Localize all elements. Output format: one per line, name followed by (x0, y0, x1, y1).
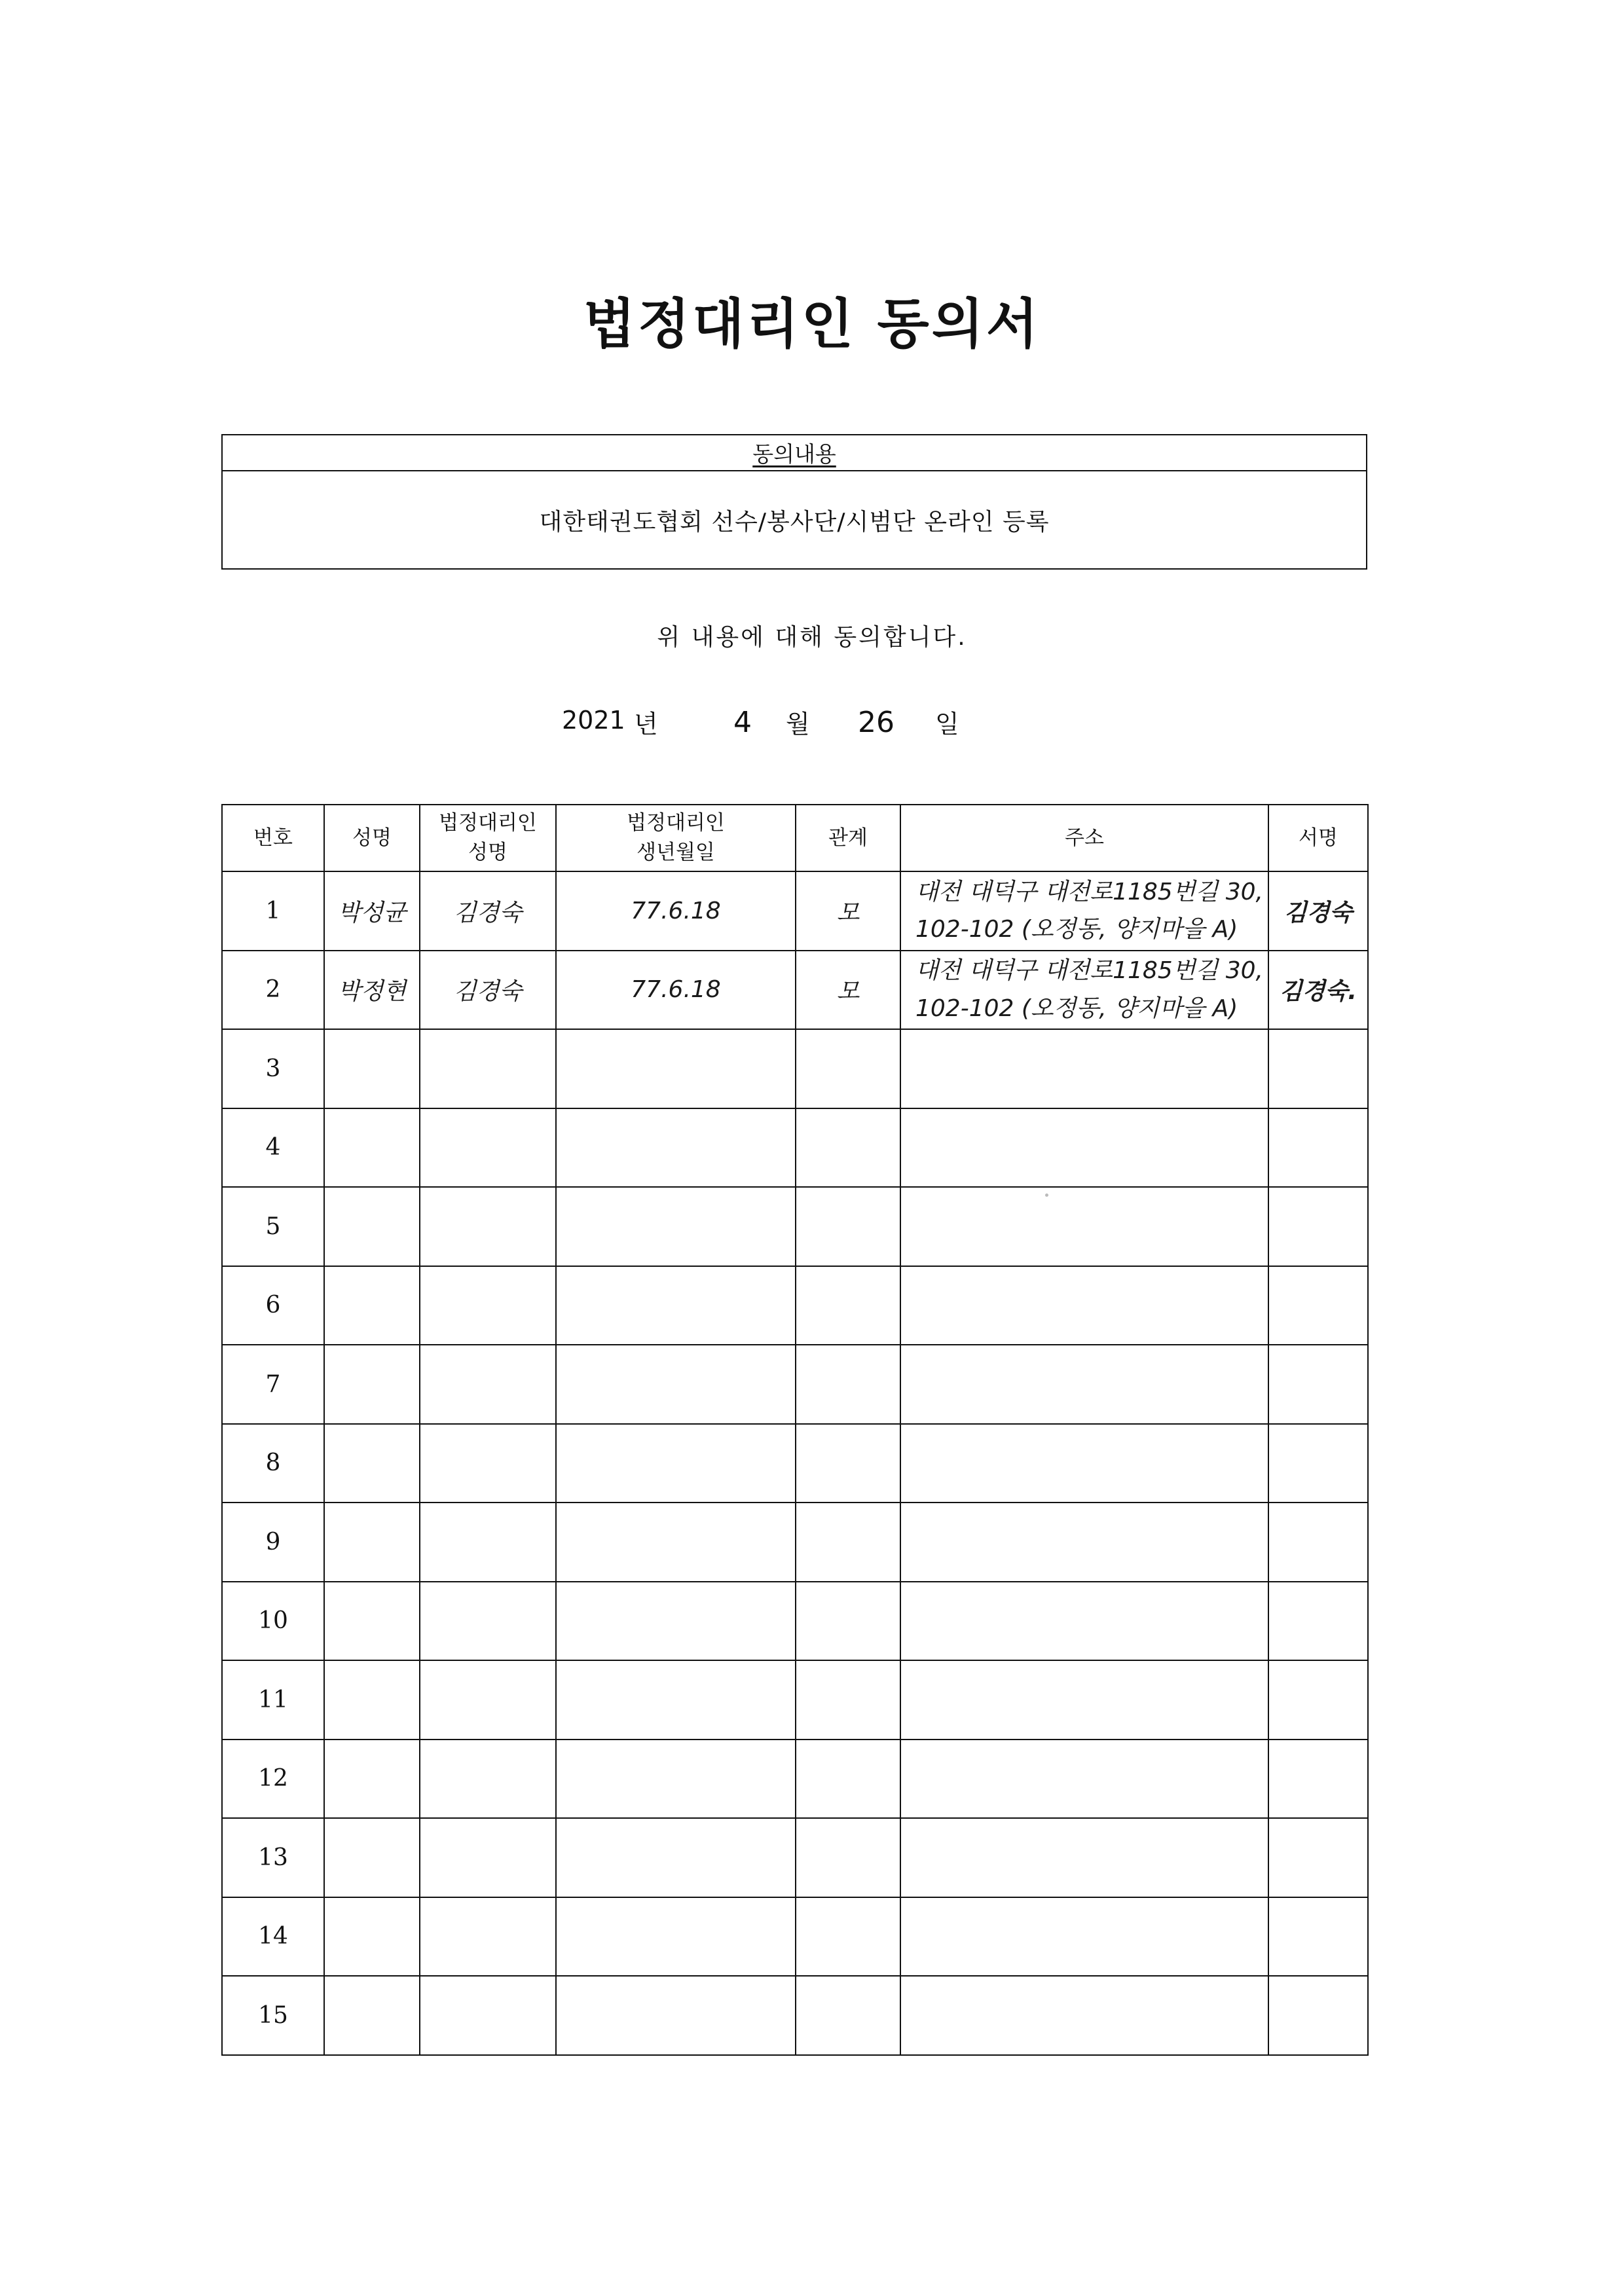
table-row (222, 1897, 1368, 1977)
cell-signature (1268, 1818, 1368, 1897)
cell-guardian-name (420, 1976, 556, 2055)
cell-signature (1268, 1266, 1368, 1345)
cell-no: 2 (222, 951, 324, 1030)
consent-content: 대한태권도협회 선수/봉사단/시범단 온라인 등록 (539, 508, 1050, 536)
table-row (222, 1187, 1368, 1266)
date-month-label: 월 (786, 710, 810, 738)
table-row (222, 1740, 1368, 1819)
table-row (222, 1424, 1368, 1503)
cell-name (324, 1345, 420, 1424)
cell-relation: 모 (796, 871, 900, 951)
cell-address (900, 1266, 1268, 1345)
cell-signature (1268, 1897, 1368, 1977)
cell-relation (796, 1345, 900, 1424)
cell-name (324, 1108, 420, 1188)
cell-no: 1 (222, 871, 324, 951)
table-row (222, 1660, 1368, 1740)
cell-signature (1268, 1424, 1368, 1503)
cell-address: 대전 대덕구 대전로1185번길 30, 102-102 (오정동, 양지마을 A) (900, 951, 1268, 1030)
cell-signature (1268, 1582, 1368, 1661)
cell-address (900, 1660, 1268, 1740)
cell-name (324, 1660, 420, 1740)
cell-address (900, 1187, 1268, 1266)
cell-signature: 김경숙. (1268, 951, 1368, 1030)
cell-guardian-name (420, 1424, 556, 1503)
date-year-label: 년 (634, 710, 658, 738)
cell-relation: 모 (796, 951, 900, 1030)
header-signature: 서명 (1268, 805, 1368, 871)
cell-signature (1268, 1029, 1368, 1108)
cell-relation (796, 1266, 900, 1345)
cell-guardian-birth (556, 1976, 796, 2055)
cell-address (900, 1029, 1268, 1108)
table-row (222, 1582, 1368, 1661)
consent-header (223, 435, 1366, 471)
cell-signature (1268, 1740, 1368, 1819)
cell-name: 박성균 (324, 871, 420, 951)
cell-address (900, 1582, 1268, 1661)
cell-relation (796, 1897, 900, 1977)
cell-guardian-name (420, 1503, 556, 1582)
cell-guardian-birth (556, 1660, 796, 1740)
date-day: 26 (858, 706, 895, 739)
cell-no: 13 (222, 1818, 324, 1897)
cell-address (900, 1503, 1268, 1582)
cell-guardian-name (420, 1740, 556, 1819)
cell-address (900, 1108, 1268, 1188)
cell-guardian-name (420, 1345, 556, 1424)
cell-name (324, 1976, 420, 2055)
cell-guardian-birth (556, 1503, 796, 1582)
table-row (222, 1503, 1368, 1582)
cell-name (324, 1424, 420, 1503)
table-row (222, 1108, 1368, 1188)
cell-relation (796, 1108, 900, 1188)
cell-no: 14 (222, 1897, 324, 1977)
cell-address (900, 1345, 1268, 1424)
cell-signature (1268, 1187, 1368, 1266)
page-title: 법정대리인 동의서 (583, 293, 1041, 355)
cell-signature (1268, 1976, 1368, 2055)
table-row (222, 1818, 1368, 1897)
cell-no: 11 (222, 1660, 324, 1740)
cell-no: 9 (222, 1503, 324, 1582)
cell-guardian-birth (556, 1108, 796, 1188)
cell-address (900, 1740, 1268, 1819)
cell-guardian-birth: 77.6.18 (556, 871, 796, 951)
cell-guardian-name (420, 1660, 556, 1740)
cell-guardian-birth (556, 1187, 796, 1266)
guardian-signature-table (221, 804, 1369, 2056)
cell-name (324, 1266, 420, 1345)
cell-name (324, 1897, 420, 1977)
cell-guardian-birth (556, 1818, 796, 1897)
cell-address (900, 1818, 1268, 1897)
cell-no: 8 (222, 1424, 324, 1503)
cell-no: 6 (222, 1266, 324, 1345)
cell-relation (796, 1818, 900, 1897)
cell-guardian-birth (556, 1266, 796, 1345)
cell-relation (796, 1582, 900, 1661)
cell-guardian-birth: 77.6.18 (556, 951, 796, 1030)
cell-guardian-name (420, 1897, 556, 1977)
cell-signature (1268, 1108, 1368, 1188)
cell-relation (796, 1187, 900, 1266)
cell-guardian-name: 김경숙 (420, 871, 556, 951)
cell-relation (796, 1660, 900, 1740)
header-guardian-birth: 법정대리인 생년월일 (556, 805, 796, 871)
cell-guardian-birth (556, 1029, 796, 1108)
cell-relation (796, 1424, 900, 1503)
header-guardian-name: 법정대리인 성명 (420, 805, 556, 871)
cell-no: 10 (222, 1582, 324, 1661)
cell-name (324, 1503, 420, 1582)
cell-relation (796, 1976, 900, 2055)
cell-signature: 김경숙 (1268, 871, 1368, 951)
header-name: 성명 (324, 805, 420, 871)
cell-address (900, 1976, 1268, 2055)
cell-signature (1268, 1660, 1368, 1740)
table-row (222, 951, 1368, 1030)
cell-address (900, 1424, 1268, 1503)
cell-guardian-birth (556, 1424, 796, 1503)
cell-no: 5 (222, 1187, 324, 1266)
date-month: 4 (733, 706, 752, 739)
table-row (222, 1029, 1368, 1108)
cell-guardian-name (420, 1266, 556, 1345)
header-no: 번호 (222, 805, 324, 871)
consent-box (221, 434, 1367, 570)
cell-name: 박정현 (324, 951, 420, 1030)
cell-relation (796, 1740, 900, 1819)
cell-no: 12 (222, 1740, 324, 1819)
table-row (222, 1345, 1368, 1424)
cell-guardian-birth (556, 1740, 796, 1819)
cell-guardian-name (420, 1818, 556, 1897)
cell-name (324, 1740, 420, 1819)
cell-relation (796, 1029, 900, 1108)
cell-guardian-name (420, 1108, 556, 1188)
agreement-statement: 위 내용에 대해 동의합니다. (657, 624, 967, 651)
table-row (222, 1266, 1368, 1345)
cell-relation (796, 1503, 900, 1582)
cell-guardian-birth (556, 1345, 796, 1424)
cell-name (324, 1029, 420, 1108)
cell-no: 7 (222, 1345, 324, 1424)
cell-signature (1268, 1503, 1368, 1582)
table-row (222, 1976, 1368, 2055)
cell-address (900, 1897, 1268, 1977)
cell-guardian-name (420, 1187, 556, 1266)
table-row (222, 871, 1368, 951)
cell-no: 15 (222, 1976, 324, 2055)
table-header-row (222, 805, 1368, 871)
header-address: 주소 (900, 805, 1268, 871)
cell-signature (1268, 1345, 1368, 1424)
cell-name (324, 1187, 420, 1266)
date-year: 2021 (562, 706, 625, 735)
cell-guardian-birth (556, 1897, 796, 1977)
header-relation: 관계 (796, 805, 900, 871)
cell-guardian-name: 김경숙 (420, 951, 556, 1030)
cell-name (324, 1818, 420, 1897)
date-day-label: 일 (935, 710, 959, 738)
cell-name (324, 1582, 420, 1661)
cell-address: 대전 대덕구 대전로1185번길 30, 102-102 (오정동, 양지마을 A) (900, 871, 1268, 951)
cell-guardian-name (420, 1029, 556, 1108)
consent-header-label: 동의내용 (752, 441, 836, 467)
cell-guardian-name (420, 1582, 556, 1661)
cell-guardian-birth (556, 1582, 796, 1661)
cell-no: 3 (222, 1029, 324, 1108)
scan-speck (1045, 1194, 1048, 1197)
cell-no: 4 (222, 1108, 324, 1188)
